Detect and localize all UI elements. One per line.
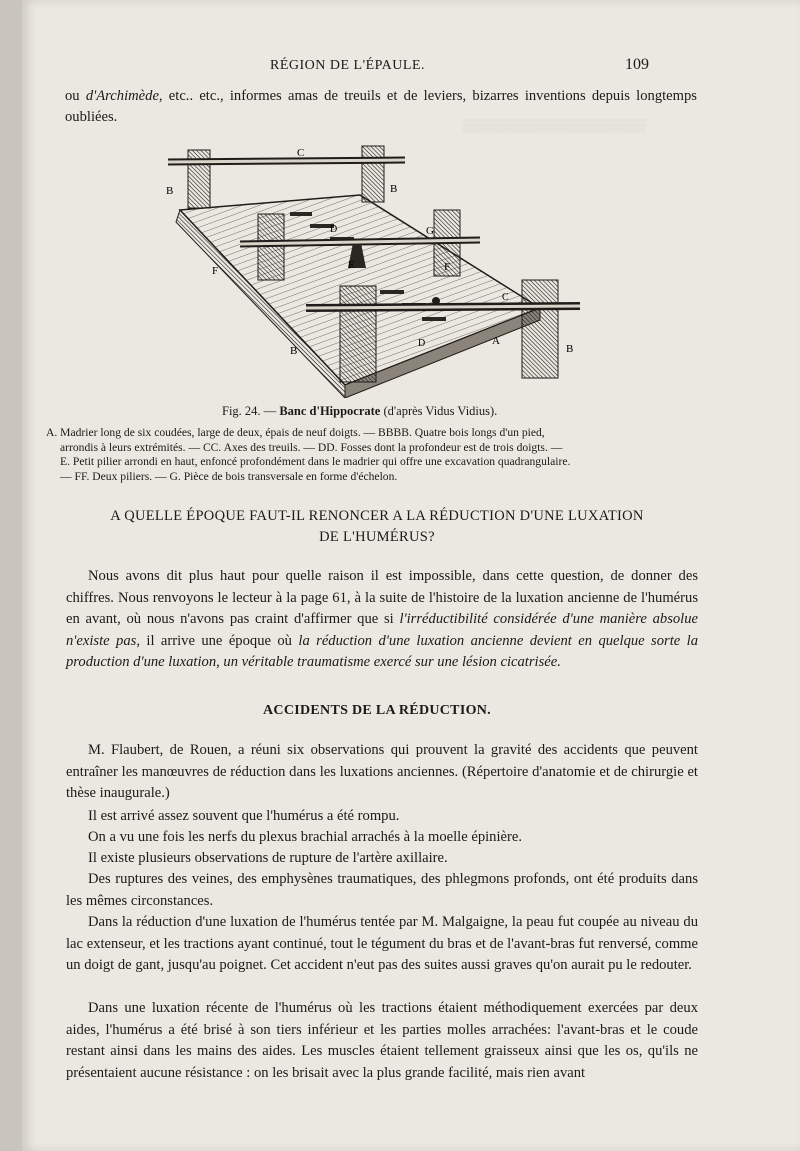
section-heading-accidents: ACCIDENTS DE LA RÉDUCTION. <box>263 703 491 718</box>
figure-caption-bold: Banc d'Hippocrate <box>279 404 381 418</box>
label-e: E <box>348 259 355 271</box>
page-number: 109 <box>625 56 649 73</box>
label-b-top-left: B <box>166 185 174 197</box>
legend-line: — FF. Deux piliers. — G. Pièce de bois transversale en forme d'échelon. <box>60 469 398 483</box>
paragraph-artere: Il existe plusieurs observations de rupture de l'artère axillaire. <box>88 850 448 866</box>
label-c-top: C <box>297 147 305 159</box>
label-b-bottom-right: B <box>566 343 574 355</box>
italic-phrase: l'irréductibilité considérée d'une manière absolue n'existe pas <box>66 611 699 649</box>
label-d-low: D <box>418 338 426 349</box>
legend-line: arrondis à leurs extrémités. — CC. Axes des treuils. — DD. Fosses dont la profondeur est de trois doigts. — <box>60 440 563 454</box>
paragraph-plexus: On a vu une fois les nerfs du plexus brachial arrachés à la moelle épinière. <box>88 829 522 845</box>
italic-phrase: la réduction d'une luxation ancienne devient en quelque sorte la production d'une luxation, un véritable traumatisme exercé sur une lésion cicatrisée. <box>66 632 699 670</box>
page-header <box>22 58 800 78</box>
label-d: D <box>330 224 338 235</box>
figure-legend <box>46 426 686 484</box>
book-page <box>22 0 800 1151</box>
paragraph-luxation-recente: Dans une luxation récente de l'humérus où les tractions étaient méthodiquement exercées par deux aides, l'humérus a été brisé à son tiers inférieur et les parties molles arrachées: l'avant-bras et le coude restant ainsi dans les mains des aides. Les muscles étaient tellement graisseux ainsi que les os, qu'ils ne présentaient aucune résistance : on les brisait avec la plus grande facilité, mais rien avant <box>66 1000 698 1081</box>
paragraph-flaubert: M. Flaubert, de Rouen, a réuni six observations qui prouvent la gravité des accidents que peuvent entraîner les manœuvres de réduction dans les luxations anciennes. (Répertoire d'anatomie et de chirurgie et thèse inaugurale.) <box>66 742 698 801</box>
label-b-bottom-left: B <box>290 345 298 357</box>
figure-caption-title: Fig. 24. — Banc d'Hippocrate (d'après Vidus Vidius). <box>222 404 498 418</box>
legend-line: E. Petit pilier arrondi en haut, enfoncé profondément dans le madrier qui offre une excavation quadrangulaire. <box>60 455 571 468</box>
hippocrates-bench-figure <box>140 140 590 398</box>
running-title: RÉGION DE L'ÉPAULE. <box>270 58 425 73</box>
paragraph-epoque: Nous avons dit plus haut pour quelle raison il est impossible, dans cette question, de donner des chiffres. Nous renvoyons le lecteur à la page 61, à la suite de l'histoire de la luxation ancienne de l'humérus en avant, où nous n'avons pas craint d'affirmer que si l'irréductibilité considérée d'une manière absolue n'existe pas, il arrive une époque où la réduction d'une luxation ancienne devient en quelque sorte la production d'une luxation, un véritable traumatisme exercé sur une lésion cicatrisée. <box>66 568 699 670</box>
label-f-right: F <box>444 261 451 273</box>
archimede-name: d'Archimède <box>85 88 159 104</box>
label-a: A <box>492 335 500 347</box>
bleed-through-text: ▒▒▒▒▒▒▒▒▒▒▒▒▒▒▒▒▒▒▒▒ <box>462 118 647 133</box>
section-heading-epoque: A QUELLE ÉPOQUE FAUT-IL RENONCER A LA RÉDUCTION D'UNE LUXATION DE L'HUMÉRUS? <box>110 508 644 545</box>
label-f-left: F <box>212 265 219 277</box>
label-g: G <box>426 225 434 237</box>
paragraph-malgaigne: Dans la réduction d'une luxation de l'humérus tentée par M. Malgaigne, la peau fut coupée au niveau du lac extenseur, et les tractions ayant continué, tout le tégument du bras et de l'avant-bras fut renversé, comme un doigt de gant, jusqu'au poignet. Cet accident n'eut pas des suites aussi graves qu'on aurait pu le redouter. <box>66 914 698 973</box>
legend-line: A. Madrier long de six coudées, large de deux, épais de neuf doigts. — BBBB. Quatre bois longs d'un pied, <box>46 426 545 439</box>
label-c-mid: C <box>502 292 509 303</box>
paragraph-veines: Des ruptures des veines, des emphysènes traumatiques, des phlegmons profonds, ont été produits dans les mêmes circonstances. <box>66 871 698 909</box>
continuation-paragraph: ou d'Archimède, etc.. etc., informes amas de treuils et de leviers, bizarres inventions depuis longtemps oubliées. <box>65 88 697 125</box>
label-b-top-right: B <box>390 183 398 195</box>
bench-engraving <box>140 140 590 398</box>
paragraph-humerus-rompu: Il est arrivé assez souvent que l'humérus a été rompu. <box>88 808 400 824</box>
